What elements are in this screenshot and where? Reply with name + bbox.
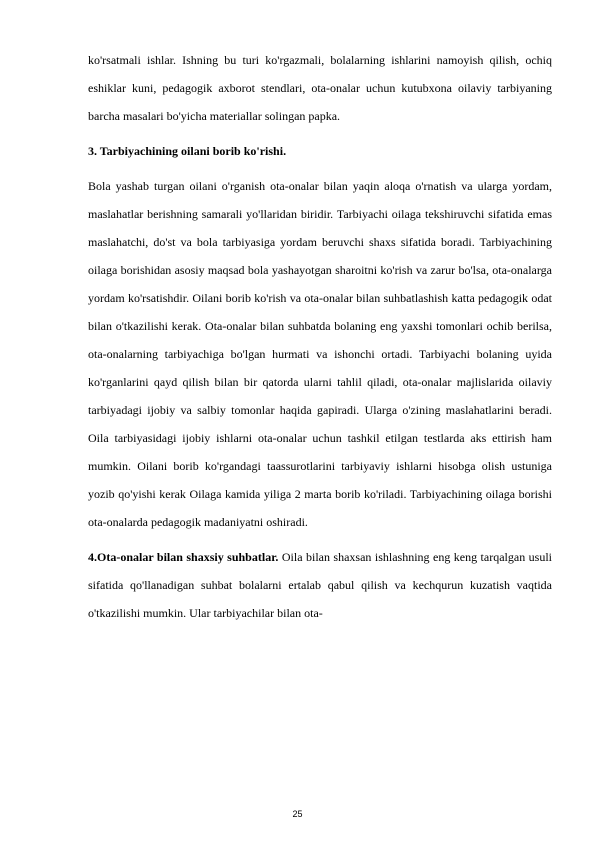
section-heading-4: 4.Ota-onalar bilan shaxsiy suhbatlar. xyxy=(88,550,279,564)
paragraph-3-text: Oila bilan shaxsan ishlashning eng keng tarqalgan usuli sifatida qo'llanadigan suhbat bolalarni ertalab qabul qilish va kechqurun kuzatish vaqtida o'tkazilishi mumkin. Ular tarbiyachilar bilan ota- xyxy=(88,550,552,620)
section-heading-3: 3. Tarbiyachining oilani borib ko'rishi. xyxy=(88,144,287,158)
paragraph-1: ko'rsatmali ishlar. Ishning bu turi ko'rgazmali, bolalarning ishlarini namoyish qilish, ochiq eshiklar kuni, pedagogik axborot stendlari, ota-onalar uchun kutubxona oilaviy tarbiyaning barcha masalari bo'yicha materiallar solingan papka. xyxy=(88,53,552,123)
page-number: 25 xyxy=(292,809,303,819)
paragraph-2: Bola yashab turgan oilani o'rganish ota-onalar bilan yaqin aloqa o'rnatish va ularga yordam, maslahatlar berishning samarali yo'llaridan biridir. Tarbiyachi oilaga tekshiruvchi sifatida emas maslahatchi, do'st va bola tarbiyasiga yordam beruvchi shaxs sifatida boradi. Tarbiyachining oilaga borishidan asosiy maqsad bola yashayotgan sharoitni ko'rish va zarur bo'lsa, ota-onalarga yordam ko'rsatishdir. Oilani borib ko'rish va ota-onalar bilan suhbatlashish katta pedagogik odat bilan o'tkazilishi kerak. Ota-onalar bilan suhbatda bolaning eng yaxshi tomonlari ochib berilsa, ota-onalarning tarbiyachiga bo'lgan hurmati va ishonchi ortadi. Tarbiyachi bolaning uyida ko'rganlarini qayd qilish bilan bir qatorda ularni tahlil qiladi, ota-onalar majlislarida oilaviy tarbiyadagi ijobiy va salbiy tomonlar haqida gapiradi. Ularga o'zining maslahatlarini beradi. Oila tarbiyasidagi ijobiy ishlarni ota-onalar uchun tashkil etilgan testlarda aks ettirish ham mumkin. Oilani borib ko'rgandagi taassurotlarini tarbiyaviy ishlarni hisobga olish ustuniga yozib qo'yishi kerak Oilaga kamida yiliga 2 marta borib ko'riladi. Tarbiyachining oilaga borishi ota-onalarda pedagogik madaniyatni oshiradi. xyxy=(88,179,552,529)
paragraph-3 xyxy=(88,543,552,627)
document-page xyxy=(88,46,552,627)
